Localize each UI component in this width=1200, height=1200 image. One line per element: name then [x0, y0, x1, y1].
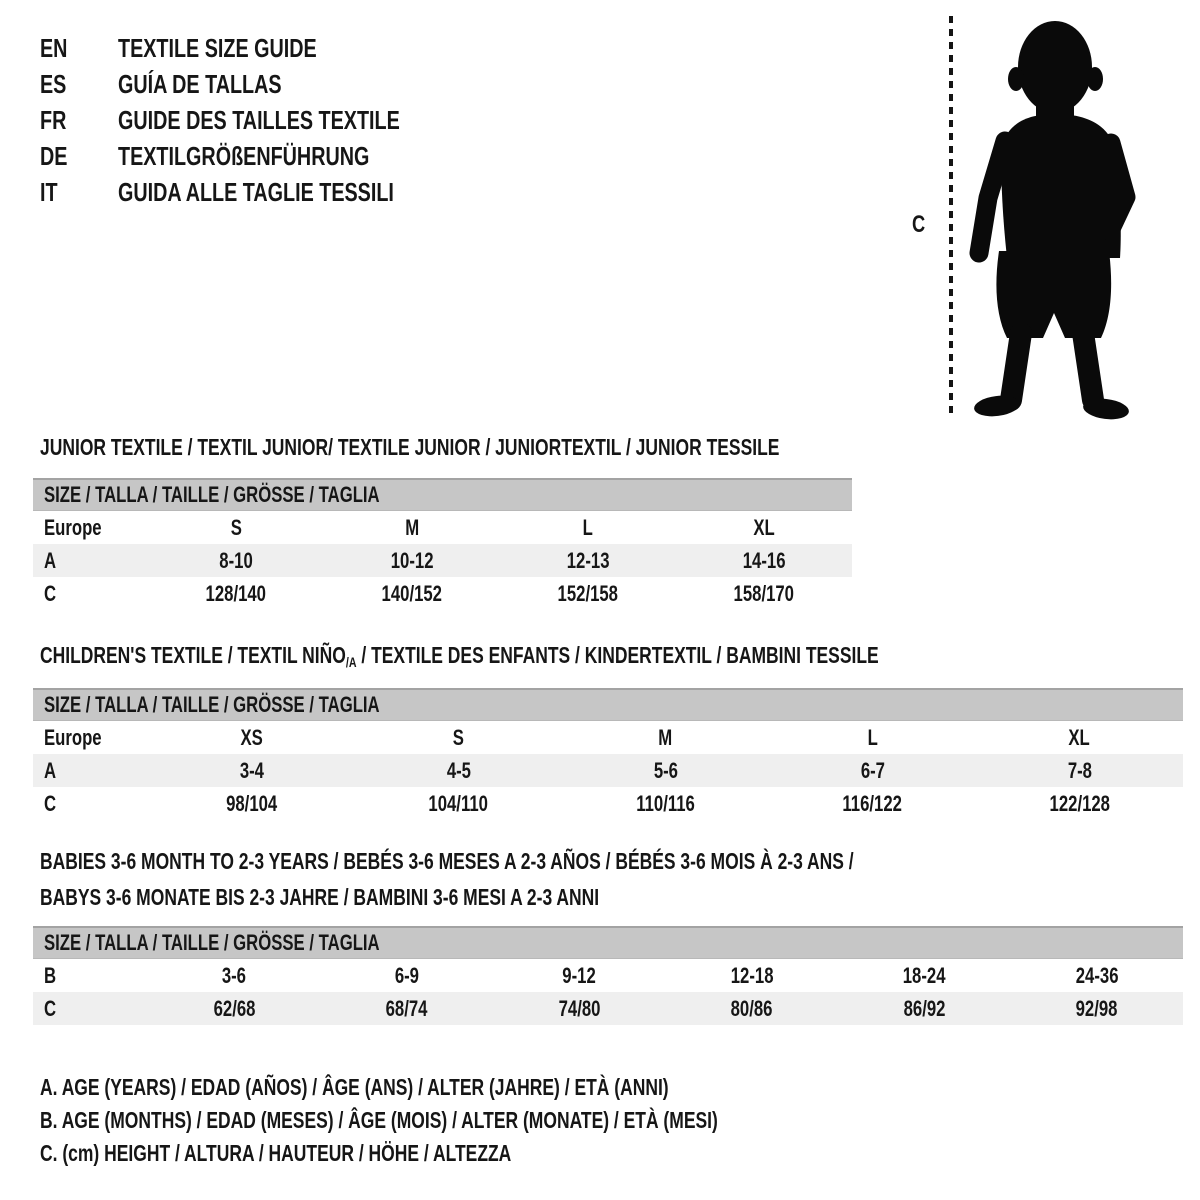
- size-cell: L: [867, 724, 878, 750]
- size-cell: XL: [753, 514, 775, 540]
- note-age-months: B. AGE (MONTHS) / EDAD (MESES) / ÂGE (MOIS) / ALTER (MONATE) / ETÀ (MESI): [40, 1107, 718, 1133]
- age-cell: 12-18: [730, 962, 774, 988]
- language-row-it: [40, 174, 489, 210]
- age-cell: 6-7: [860, 757, 885, 783]
- silhouette-leg-right: [1083, 333, 1093, 400]
- toddler-silhouette-image: [963, 15, 1138, 420]
- age-cell: 6-9: [394, 962, 419, 988]
- size-cell: L: [582, 514, 594, 540]
- row-label: Europe: [44, 724, 102, 750]
- language-row-es: [40, 66, 489, 102]
- age-cell: 5-6: [653, 757, 678, 783]
- row-label: C: [44, 790, 57, 816]
- height-cell: 128/140: [205, 580, 267, 606]
- size-cell: M: [405, 514, 419, 540]
- table-row: [33, 511, 852, 544]
- row-label: B: [44, 962, 57, 988]
- table-row: [33, 721, 1183, 754]
- height-cell: 152/158: [557, 580, 619, 606]
- row-label: A: [44, 547, 57, 573]
- size-cell: XS: [240, 724, 263, 750]
- size-cell: S: [230, 514, 242, 540]
- language-row-fr: [40, 102, 489, 138]
- height-cell: 62/68: [213, 995, 256, 1021]
- table-row: [33, 754, 1183, 787]
- age-cell: 3-4: [239, 757, 264, 783]
- table-row: [33, 577, 852, 610]
- language-code: FR: [40, 104, 67, 135]
- legend-notes: [40, 1071, 932, 1170]
- age-cell: 4-5: [446, 757, 471, 783]
- language-code: ES: [40, 68, 67, 99]
- height-cell: 68/74: [385, 995, 428, 1021]
- size-cell: XL: [1068, 724, 1091, 750]
- silhouette-leg-left: [1011, 333, 1021, 400]
- height-cell: 110/116: [636, 790, 695, 816]
- row-label: C: [44, 995, 57, 1021]
- children-size-table: [33, 688, 1183, 820]
- age-cell: 10-12: [390, 547, 434, 573]
- size-header-bar: SIZE / TALLA / TAILLE / GRÖSSE / TAGLIA: [33, 926, 1183, 959]
- size-cell: M: [658, 724, 673, 750]
- height-cell: 122/128: [1049, 790, 1110, 816]
- language-row-de: [40, 138, 489, 174]
- language-code: DE: [40, 140, 68, 171]
- row-label: A: [44, 757, 57, 783]
- table-row: [33, 544, 852, 577]
- row-label: Europe: [44, 514, 102, 540]
- row-label: C: [44, 580, 57, 606]
- age-cell: 3-6: [222, 962, 247, 988]
- age-cell: 24-36: [1075, 962, 1119, 988]
- age-cell: 14-16: [742, 547, 786, 573]
- height-cell: 140/152: [381, 580, 443, 606]
- table-row: [33, 787, 1183, 820]
- language-row-en: [40, 30, 489, 66]
- height-cell: 80/86: [730, 995, 773, 1021]
- table-row: [33, 959, 1183, 992]
- height-cell: 158/170: [733, 580, 795, 606]
- size-header-bar: SIZE / TALLA / TAILLE / GRÖSSE / TAGLIA: [33, 688, 1183, 721]
- babies-size-table: [33, 926, 1183, 1025]
- language-title-block: [40, 30, 489, 210]
- guide-title-fr: GUIDE DES TAILLES TEXTILE: [118, 104, 400, 135]
- height-dashed-line: [949, 16, 953, 416]
- guide-title-it: GUIDA ALLE TAGLIE TESSILI: [118, 176, 394, 207]
- age-cell: 7-8: [1067, 757, 1092, 783]
- note-height-cm: C. (cm) HEIGHT / ALTURA / HAUTEUR / HÖHE / ALTEZZA: [40, 1140, 512, 1166]
- height-cell: 116/122: [842, 790, 903, 816]
- note-age-years: A. AGE (YEARS) / EDAD (AÑOS) / ÂGE (ANS) / ALTER (JAHRE) / ETÀ (ANNI): [40, 1074, 669, 1100]
- height-cell: 86/92: [903, 995, 946, 1021]
- guide-title-en: TEXTILE SIZE GUIDE: [118, 32, 317, 63]
- height-cell: 98/104: [225, 790, 278, 816]
- age-cell: 12-13: [566, 547, 610, 573]
- height-cell: 74/80: [558, 995, 601, 1021]
- height-measure-label: C: [912, 211, 926, 238]
- silhouette-ear-right: [1087, 67, 1103, 91]
- size-header-bar: SIZE / TALLA / TAILLE / GRÖSSE / TAGLIA: [33, 478, 852, 511]
- junior-section-heading: JUNIOR TEXTILE / TEXTIL JUNIOR/ TEXTILE JUNIOR / JUNIORTEXTIL / JUNIOR TESSILE: [40, 434, 780, 460]
- age-cell: 9-12: [562, 962, 596, 988]
- babies-section-heading: BABIES 3-6 MONTH TO 2-3 YEARS / BEBÉS 3-6 MESES A 2-3 AÑOS / BÉBÉS 3-6 MOIS À 2-3 ANS / BABYS 3-6 MONATE BIS 2-3 JAHRE / BAMBINI 3-6 MESI A 2-3 ANNI: [40, 848, 854, 910]
- guide-title-de: TEXTILGRÖßENFÜHRUNG: [118, 140, 370, 171]
- language-code: IT: [40, 176, 58, 207]
- age-cell: 8-10: [219, 547, 253, 573]
- children-section-heading: CHILDREN'S TEXTILE / TEXTIL $NIÑO_{/A}$ / TEXTILE DES ENFANTS / KINDERTEXTIL / BAMBINI TESSILE: [40, 642, 879, 670]
- guide-title-es: GUÍA DE TALLAS: [118, 68, 282, 99]
- language-code: EN: [40, 32, 68, 63]
- size-cell: S: [452, 724, 465, 750]
- junior-size-table: [33, 478, 852, 610]
- nino-a-subscript: /A: [345, 654, 357, 670]
- age-cell: 18-24: [902, 962, 946, 988]
- silhouette-head: [1018, 21, 1092, 113]
- silhouette-ear-left: [1008, 67, 1024, 91]
- height-cell: 92/98: [1075, 995, 1118, 1021]
- silhouette-arm-left: [979, 141, 1005, 253]
- table-row: [33, 992, 1183, 1025]
- height-cell: 104/110: [428, 790, 489, 816]
